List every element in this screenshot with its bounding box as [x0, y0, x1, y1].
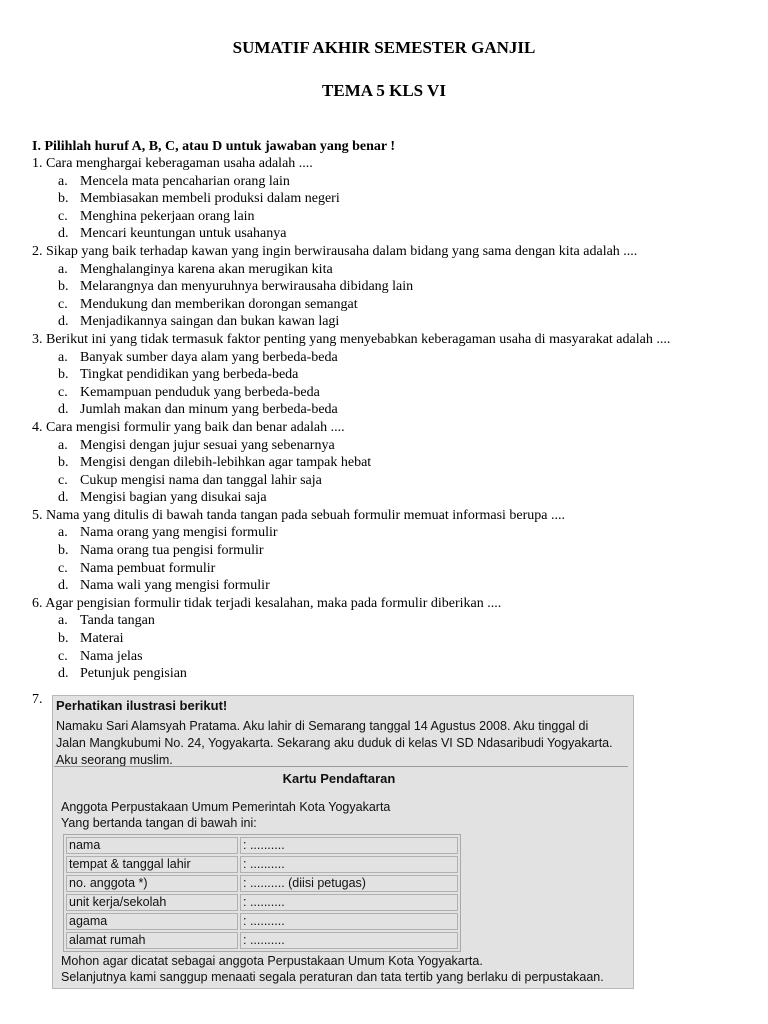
option-text: Tanda tangan — [80, 613, 155, 629]
question-1: 1. Cara menghargai keberagaman usaha adalah .... — [32, 156, 313, 171]
field-value: : .......... (diisi petugas) — [240, 875, 458, 892]
registration-card — [54, 766, 628, 985]
paragraph-line: Jalan Mangkubumi No. 24, Yogyakarta. Sekarang aku duduk di kelas VI SD Ndasaribudi Yogyakarta. — [56, 736, 613, 750]
option-letter: a. — [58, 437, 68, 453]
question-list — [32, 155, 752, 683]
field-label: tempat & tanggal lahir — [66, 856, 238, 873]
option-letter: a. — [58, 173, 68, 189]
card-form-table — [63, 834, 461, 952]
option-letter: c. — [58, 384, 68, 400]
field-value: : .......... — [240, 837, 458, 854]
option-letter: a. — [58, 525, 68, 541]
option-letter: d. — [58, 314, 69, 330]
card-note-request: Mohon agar dicatat sebagai anggota Perpustakaan Umum Kota Yogyakarta. — [61, 954, 483, 968]
section-instruction: I. Pilihlah huruf A, B, C, atau D untuk jawaban yang benar ! — [32, 139, 396, 154]
option-3a — [32, 349, 752, 367]
option-text: Mengisi bagian yang disukai saja — [80, 490, 267, 506]
option-letter: d. — [58, 666, 69, 682]
paragraph-line: Aku seorang muslim. — [56, 753, 173, 767]
option-text: Menghina pekerjaan orang lain — [80, 208, 255, 224]
option-text: Nama orang tua pengisi formulir — [80, 543, 264, 559]
option-1c — [32, 208, 752, 226]
option-text: Petunjuk pengisian — [80, 666, 187, 682]
option-letter: d. — [58, 490, 69, 506]
option-text: Nama jelas — [80, 648, 143, 664]
option-4d — [32, 489, 752, 507]
option-text: Cukup mengisi nama dan tanggal lahir saja — [80, 472, 322, 488]
question-5: 5. Nama yang ditulis di bawah tanda tangan pada sebuah formulir memuat informasi berupa .... — [32, 507, 566, 523]
option-1b — [32, 190, 752, 208]
option-text: Mengisi dengan jujur sesuai yang sebenarnya — [80, 437, 335, 453]
option-5c — [32, 560, 752, 578]
form-row — [66, 837, 458, 854]
option-4a — [32, 437, 752, 455]
illustration-image — [52, 695, 634, 989]
option-2a — [32, 261, 752, 279]
option-3b — [32, 366, 752, 384]
option-text: Kemampuan penduduk yang berbeda-beda — [80, 384, 320, 400]
option-text: Nama wali yang mengisi formulir — [80, 578, 270, 594]
option-text: Jumlah makan dan minum yang berbeda-beda — [80, 402, 338, 418]
option-text: Membiasakan membeli produksi dalam negeri — [80, 191, 340, 207]
option-text: Mencela mata pencaharian orang lain — [80, 173, 290, 189]
option-text: Menjadikannya saingan dan bukan kawan lagi — [80, 314, 340, 330]
card-note-pledge: Selanjutnya kami sanggup menaati segala peraturan dan tata tertib yang berlaku di perpustakaan. — [61, 970, 604, 984]
illustration-paragraph — [56, 718, 634, 769]
question-2: 2. Sikap yang baik terhadap kawan yang ingin berwirausaha dalam bidang yang sama dengan kita adalah .... — [32, 243, 638, 259]
option-letter: a. — [58, 349, 68, 365]
form-row — [66, 856, 458, 873]
question-7-number: 7. — [32, 692, 43, 707]
option-1d — [32, 225, 752, 243]
option-text: Nama pembuat formulir — [80, 560, 216, 576]
option-4b — [32, 454, 752, 472]
paragraph-line: Namaku Sari Alamsyah Pratama. Aku lahir di Semarang tanggal 14 Agustus 2008. Aku tinggal di — [56, 719, 589, 733]
card-title: Kartu Pendaftaran — [282, 771, 396, 786]
option-text: Materai — [80, 631, 124, 647]
option-5a — [32, 524, 752, 542]
field-value: : .......... — [240, 932, 458, 949]
field-label: unit kerja/sekolah — [66, 894, 238, 911]
form-row — [66, 875, 458, 892]
option-1a — [32, 173, 752, 191]
option-3c — [32, 384, 752, 402]
field-label: alamat rumah — [66, 932, 238, 949]
option-letter: a. — [58, 613, 68, 629]
field-value: : .......... — [240, 894, 458, 911]
option-text: Mencari keuntungan untuk usahanya — [80, 226, 287, 242]
option-letter: d. — [58, 226, 69, 242]
option-letter: b. — [58, 543, 69, 559]
option-text: Mendukung dan memberikan dorongan semangat — [80, 296, 358, 312]
question-6: 6. Agar pengisian formulir tidak terjadi kesalahan, maka pada formulir diberikan .... — [32, 595, 502, 611]
option-6b — [32, 630, 752, 648]
option-2c — [32, 296, 752, 314]
option-6a — [32, 612, 752, 630]
field-label: agama — [66, 913, 238, 930]
option-letter: c. — [58, 560, 68, 576]
option-3d — [32, 401, 752, 419]
illustration-heading: Perhatikan ilustrasi berikut! — [56, 698, 228, 713]
option-6d — [32, 665, 752, 683]
option-5b — [32, 542, 752, 560]
option-2d — [32, 313, 752, 331]
question-4: 4. Cara mengisi formulir yang baik dan benar adalah .... — [32, 419, 345, 435]
option-letter: b. — [58, 279, 69, 295]
option-letter: c. — [58, 208, 68, 224]
option-letter: c. — [58, 648, 68, 664]
field-value: : .......... — [240, 856, 458, 873]
document-title: SUMATIF AKHIR SEMESTER GANJIL — [232, 38, 536, 57]
option-letter: b. — [58, 455, 69, 471]
option-6c — [32, 648, 752, 666]
option-5d — [32, 577, 752, 595]
card-signatory-line: Yang bertanda tangan di bawah ini: — [61, 816, 257, 830]
option-text: Banyak sumber daya alam yang berbeda-beda — [80, 349, 338, 365]
option-letter: d. — [58, 402, 69, 418]
field-label: nama — [66, 837, 238, 854]
form-row — [66, 913, 458, 930]
card-organization: Anggota Perpustakaan Umum Pemerintah Kota Yogyakarta — [61, 800, 391, 814]
option-text: Melarangnya dan menyuruhnya berwirausaha dibidang lain — [80, 279, 414, 295]
option-text: Menghalanginya karena akan merugikan kita — [80, 261, 333, 277]
option-2b — [32, 278, 752, 296]
form-row — [66, 894, 458, 911]
field-value: : .......... — [240, 913, 458, 930]
option-letter: d. — [58, 578, 69, 594]
option-letter: b. — [58, 191, 69, 207]
option-text: Tingkat pendidikan yang berbeda-beda — [80, 367, 299, 383]
option-letter: b. — [58, 367, 69, 383]
option-letter: c. — [58, 296, 68, 312]
option-letter: a. — [58, 261, 68, 277]
question-3: 3. Berikut ini yang tidak termasuk faktor penting yang menyebabkan keberagaman usaha di masyarakat adalah .... — [32, 331, 671, 347]
option-letter: b. — [58, 631, 69, 647]
option-text: Mengisi dengan dilebih-lebihkan agar tampak hebat — [80, 455, 372, 471]
form-row — [66, 932, 458, 949]
document-subtitle: TEMA 5 KLS VI — [322, 81, 446, 100]
option-text: Nama orang yang mengisi formulir — [80, 525, 278, 541]
option-4c — [32, 472, 752, 490]
option-letter: c. — [58, 472, 68, 488]
field-label: no. anggota *) — [66, 875, 238, 892]
